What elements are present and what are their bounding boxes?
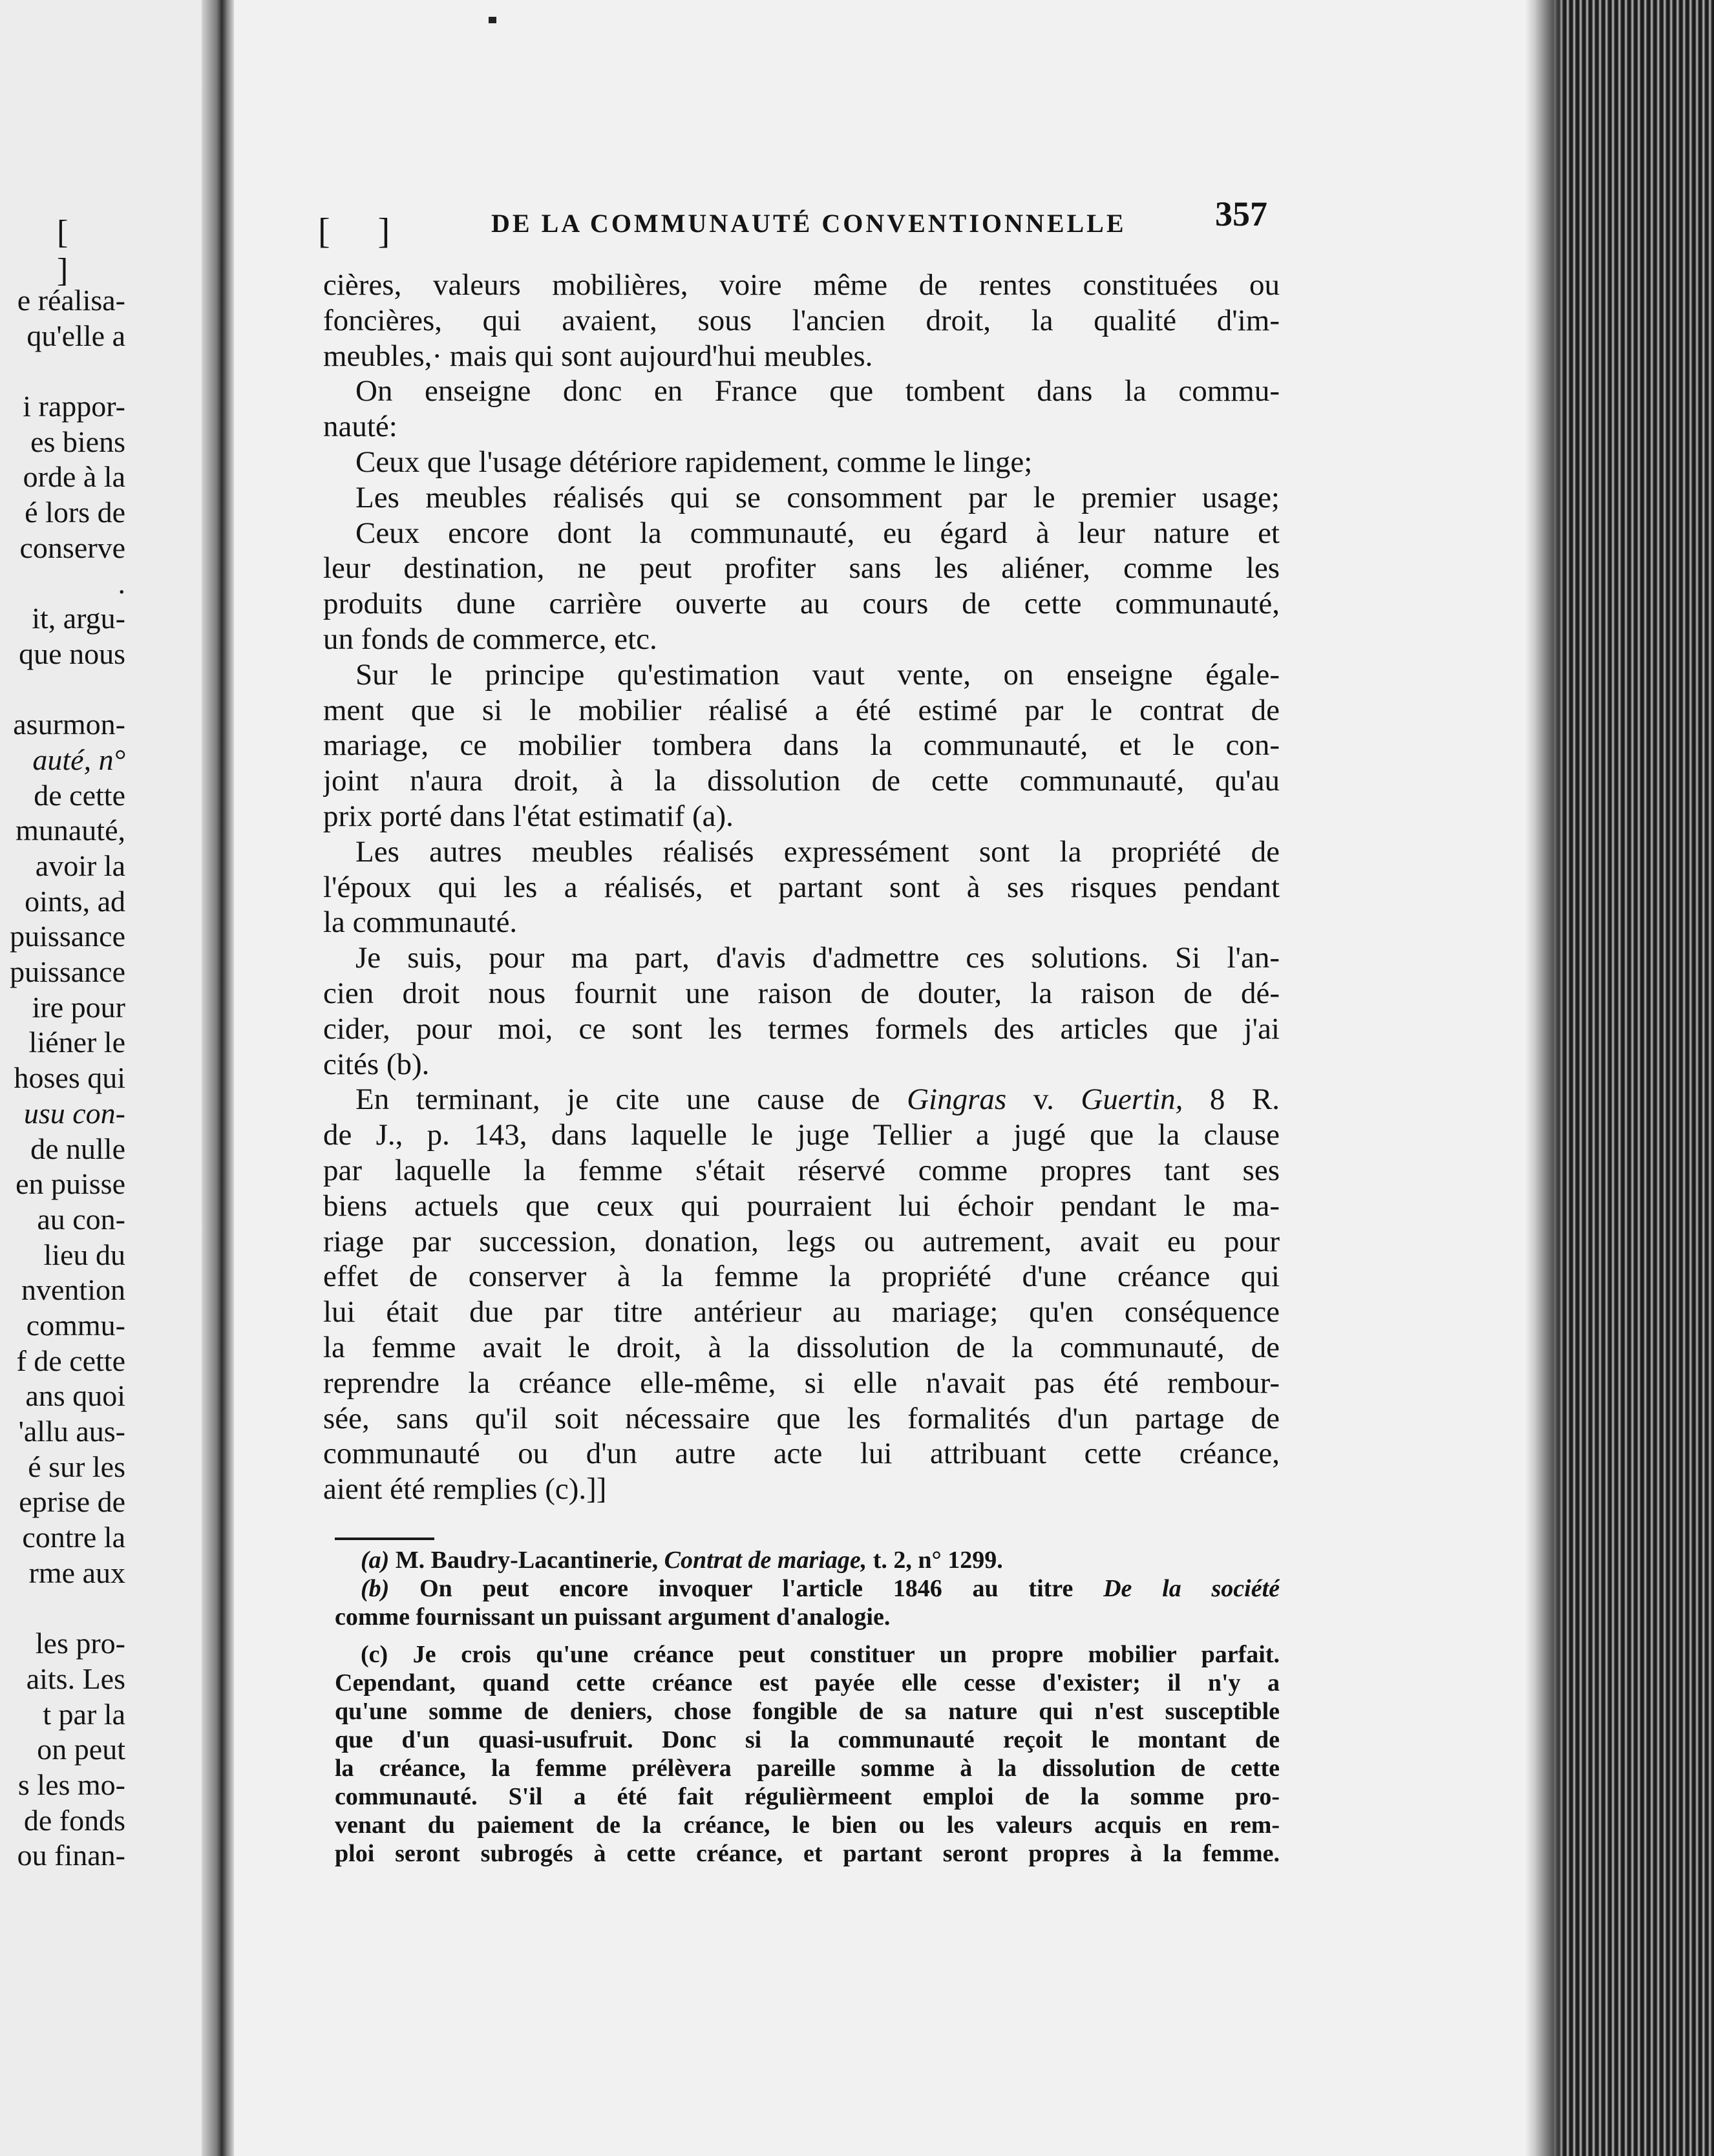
footnote-a (335, 1546, 1280, 1574)
footnotes (335, 1546, 1280, 1868)
footnote-marker: (b) (361, 1575, 390, 1602)
text-line: Ceux encore dont la communauté, eu égard à leur nature et (355, 516, 1280, 550)
text-line: reprendre la créance elle-même, si elle n'avait pas été rembour- (323, 1366, 1280, 1400)
text-line: de J., p. 143, dans laquelle le juge Tellier a jugé que la clause (323, 1118, 1280, 1152)
text-line: aient été remplies (c).]] (323, 1472, 607, 1506)
footnote-line: venant du paiement de la créance, le bien ou les valeurs acquis en rem- (335, 1812, 1280, 1839)
footnote-marker: (a) (361, 1547, 390, 1574)
footnote-line: la créance, la femme prélèvera pareille somme à la dissolution de cette (335, 1755, 1280, 1782)
case-party-2: Guertin, (1081, 1083, 1183, 1117)
facing-page-bracket: [ ] (57, 214, 85, 289)
facing-line: que nous (19, 637, 125, 670)
footnote-line: que d'un quasi-usufruit. Donc si la communauté reçoit le montant de (335, 1726, 1280, 1753)
facing-page (0, 0, 213, 2156)
footnote-b (335, 1574, 1280, 1603)
text-line (323, 1082, 1280, 1117)
facing-line: munauté, (16, 814, 125, 847)
text-line: par laquelle la femme s'était réservé comme propres tant ses (323, 1153, 1280, 1187)
facing-line (0, 672, 125, 708)
facing-line: conserve (19, 531, 125, 564)
facing-line: oints, ad (25, 884, 125, 918)
text-line: cider, pour moi, ce sont les termes formels des articles que j'ai (323, 1011, 1280, 1046)
facing-line: orde à la (23, 460, 125, 494)
facing-line: f de cette (16, 1344, 125, 1377)
facing-line: 'allu aus- (18, 1415, 125, 1448)
facing-line: auté, n° (32, 743, 125, 776)
footnote-text: t. 2, n° 1299. (873, 1547, 1003, 1574)
page-header (0, 194, 1714, 252)
footnote-rule (335, 1538, 434, 1540)
facing-line: de fonds (23, 1803, 125, 1837)
text-line: prix porté dans l'état estimatif (a). (323, 799, 734, 833)
facing-line: asurmon- (13, 708, 125, 741)
facing-line: ou finan- (17, 1839, 125, 1872)
facing-line: de nulle (30, 1132, 125, 1165)
text-line: la femme avait le droit, à la dissolution de la communauté, de (323, 1330, 1280, 1364)
footnote-line: comme fournissant un puissant argument d'analogie. (335, 1603, 891, 1631)
text-line: meubles,· mais qui sont aujourd'hui meubles. (323, 339, 873, 373)
footnote-title: De la société (1103, 1575, 1280, 1602)
facing-line: e réalisa- (17, 284, 125, 317)
facing-line: é sur les (28, 1450, 125, 1483)
text-line: lui était due par titre antérieur au mariage; qu'en conséquence (323, 1295, 1280, 1329)
footnote-line: qu'une somme de deniers, chose fongible de sa nature qui n'est susceptible (335, 1698, 1280, 1725)
facing-line: puissance (10, 920, 125, 953)
text-line: la communauté. (323, 905, 518, 940)
text-line: riage par succession, donation, legs ou autrement, avait eu pour (323, 1224, 1280, 1258)
page-edges (1525, 0, 1714, 2156)
facing-line: au con- (37, 1202, 125, 1236)
facing-line: en puisse (16, 1167, 125, 1201)
facing-page-text (0, 283, 125, 1874)
text-line: On enseigne donc en France que tombent dans la commu- (355, 374, 1280, 408)
text-line: cités (b). (323, 1047, 430, 1081)
facing-line: on peut (37, 1733, 125, 1766)
facing-line: it, argu- (32, 602, 125, 635)
case-versus: v. (1033, 1083, 1054, 1117)
text-line: Je suis, pour ma part, d'avis d'admettre ces solutions. Si l'an- (355, 941, 1280, 975)
facing-line: commu- (26, 1308, 125, 1342)
facing-line: ire pour (32, 990, 125, 1024)
text-line: leur destination, ne peut profiter sans les aliéner, comme les (323, 551, 1280, 586)
footnote-text: On peut encore invoquer l'article 1846 au titre (419, 1575, 1074, 1602)
facing-line: ans quoi (25, 1379, 125, 1413)
facing-line: es biens (30, 425, 125, 458)
text-line: cières, valeurs mobilières, voire même de rentes constituées ou (323, 268, 1280, 302)
facing-line: rme aux (28, 1556, 125, 1589)
facing-line: usu con- (23, 1096, 125, 1130)
case-intro: En terminant, je cite une cause de (355, 1083, 880, 1117)
facing-line: les pro- (35, 1627, 125, 1660)
facing-line: de cette (34, 778, 125, 812)
text-line: Les autres meubles réalisés expressément sont la propriété de (355, 834, 1280, 869)
facing-line (0, 354, 125, 389)
running-title: DE LA COMMUNAUTÉ CONVENTIONNELLE (491, 209, 1127, 238)
facing-line: qu'elle a (26, 319, 125, 352)
text-line: joint n'aura droit, à la dissolution de cette communauté, qu'au (323, 764, 1280, 798)
text-line: nauté: (323, 410, 397, 444)
text-line: Ceux que l'usage détériore rapidement, comme le linge; (355, 445, 1033, 479)
facing-line (0, 1591, 125, 1626)
text-line: un fonds de commerce, etc. (323, 622, 657, 656)
facing-line: i rappor- (23, 390, 125, 423)
text-line: mariage, ce mobilier tombera dans la communauté, et le con- (323, 728, 1280, 763)
facing-line: hoses qui (14, 1061, 125, 1095)
facing-line: puissance (10, 955, 125, 989)
facing-line: t par la (43, 1697, 125, 1731)
facing-line: s les mo- (17, 1768, 125, 1801)
footnote-c: (c) Je crois qu'une créance peut constituer un propre mobilier parfait. (361, 1641, 1280, 1668)
page-number: 357 (1215, 195, 1267, 233)
text-line: Sur le principe qu'estimation vaut vente, on enseigne égale- (355, 657, 1280, 692)
case-reference: 8 R. (1209, 1083, 1280, 1117)
book-gutter (202, 0, 235, 2156)
facing-line: é lors de (25, 496, 125, 529)
text-line: communauté ou d'un autre acte lui attribuant cette créance, (323, 1437, 1280, 1471)
header-bracket: [ ] (318, 211, 410, 251)
text-line: l'époux qui les a réalisés, et partant sont à ses risques pendant (323, 870, 1280, 904)
case-party-1: Gingras (907, 1083, 1007, 1117)
footnote-text: M. Baudry-Lacantinerie, (395, 1547, 659, 1574)
text-line: sée, sans qu'il soit nécessaire que les formalités d'un partage de (323, 1401, 1280, 1435)
footnote-title: Contrat de mariage, (664, 1547, 867, 1574)
footnote-line: communauté. S'il a été fait régulièrmeent emploi de la somme pro- (335, 1783, 1280, 1810)
facing-line: nvention (21, 1273, 125, 1307)
text-line: Les meubles réalisés qui se consomment par le premier usage; (355, 480, 1280, 514)
facing-line: eprise de (19, 1485, 125, 1519)
text-line: produits dune carrière ouverte au cours de cette communauté, (323, 587, 1280, 621)
footnote-line: Cependant, quand cette créance est payée elle cesse d'exister; il n'y a (335, 1669, 1280, 1696)
text-line: biens actuels que ceux qui pourraient lui échoir pendant le ma- (323, 1189, 1280, 1223)
facing-line: lieu du (43, 1238, 125, 1271)
print-mark (489, 17, 496, 23)
footnote-line: ploi seront subrogés à cette créance, et partant seront propres à la femme. (335, 1840, 1280, 1867)
facing-line: contre la (22, 1521, 125, 1554)
facing-line: . (118, 566, 125, 600)
facing-line: avoir la (35, 849, 125, 882)
facing-line: aits. Les (26, 1662, 125, 1695)
text-line: cien droit nous fournit une raison de douter, la raison de dé- (323, 976, 1280, 1010)
facing-line: liéner le (28, 1026, 125, 1059)
text-line: ment que si le mobilier réalisé a été estimé par le contrat de (323, 693, 1280, 727)
body-text (323, 268, 1280, 1507)
text-line: foncières, qui avaient, sous l'ancien droit, la qualité d'im- (323, 303, 1280, 337)
text-line: effet de conserver à la femme la propriété d'une créance qui (323, 1260, 1280, 1294)
